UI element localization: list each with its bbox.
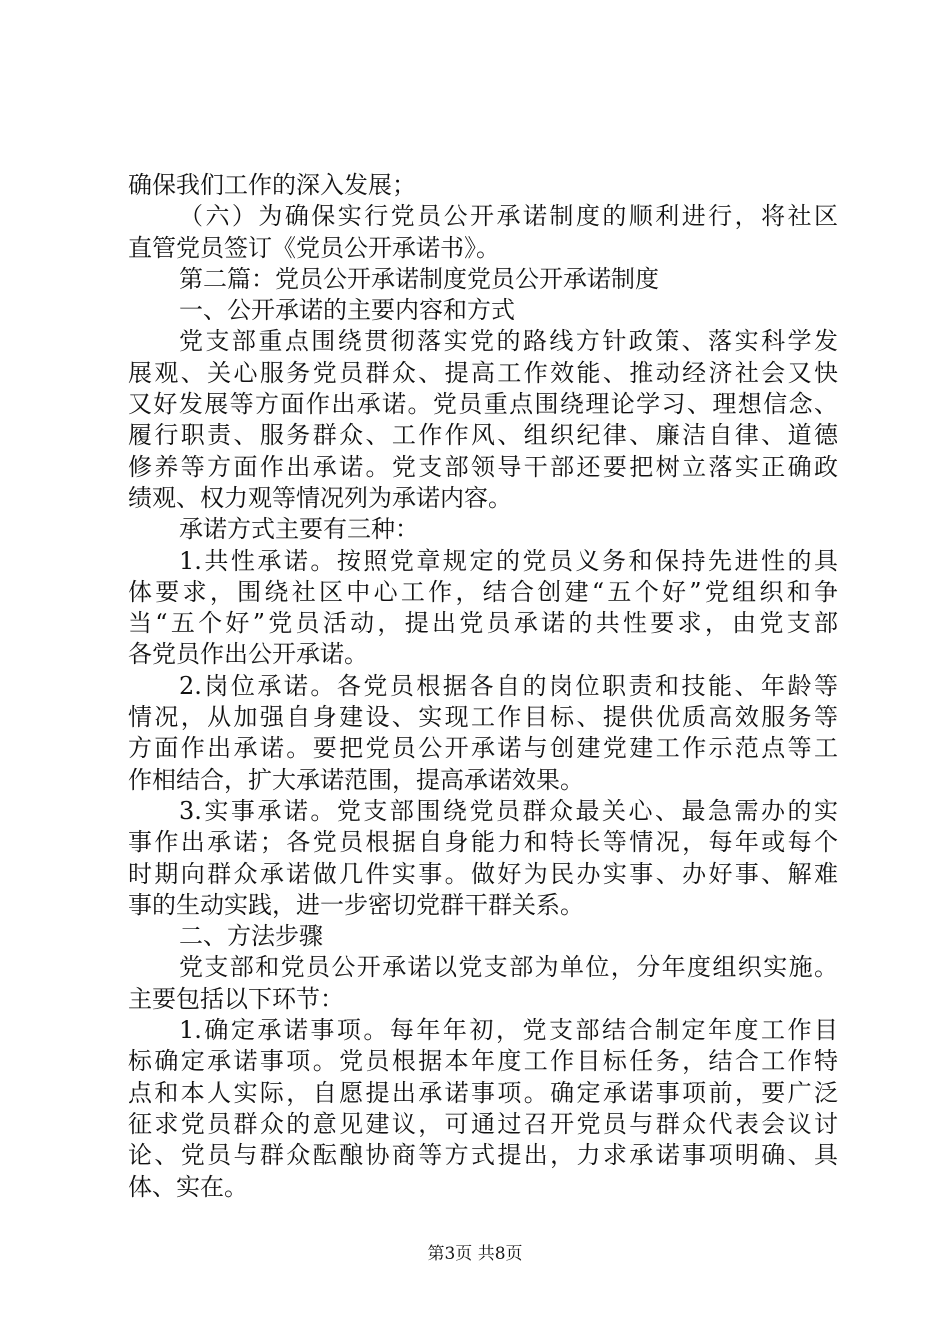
- text-line: 第二篇：党员公开承诺制度党员公开承诺制度: [179, 264, 659, 293]
- text-line: 3.实事承诺。党支部围绕党员群众最关心、最急需办的实: [179, 796, 838, 825]
- text-line: 2.岗位承诺。各党员根据各自的岗位职责和技能、年龄等: [179, 671, 838, 700]
- text-line: 时期向群众承诺做几件实事。做好为民办实事、办好事、解难: [128, 859, 838, 888]
- text-line: 修养等方面作出承诺。党支部领导干部还要把树立落实正确政: [128, 452, 838, 481]
- text-line: 各党员作出公开承诺。: [128, 640, 368, 669]
- text-line: 履行职责、服务群众、工作作风、组织纪律、廉洁自律、道德: [128, 421, 838, 450]
- text-line: 一、公开承诺的主要内容和方式: [179, 296, 515, 325]
- text-line: 体、实在。: [128, 1172, 248, 1201]
- text-line: 主要包括以下环节：: [128, 984, 344, 1013]
- text-line: 承诺方式主要有三种：: [179, 515, 419, 544]
- text-line: 事作出承诺；各党员根据自身能力和特长等情况，每年或每个: [128, 828, 838, 857]
- text-line: （六）为确保实行党员公开承诺制度的顺利进行，将社区: [179, 202, 838, 231]
- text-line: 论、党员与群众酝酿协商等方式提出，力求承诺事项明确、具: [128, 1141, 838, 1170]
- text-line: 党支部重点围绕贯彻落实党的路线方针政策、落实科学发: [179, 327, 838, 356]
- text-line: 体要求，围绕社区中心工作，结合创建“五个好”党组织和争: [128, 577, 838, 606]
- text-line: 展观、关心服务党员群众、提高工作效能、推动经济社会又快: [128, 358, 838, 387]
- text-line: 点和本人实际，自愿提出承诺事项。确定承诺事项前，要广泛: [128, 1078, 838, 1107]
- document-body: [128, 170, 838, 1203]
- text-line: 党支部和党员公开承诺以党支部为单位，分年度组织实施。: [179, 953, 838, 982]
- text-line: 征求党员群众的意见建议，可通过召开党员与群众代表会议讨: [128, 1109, 838, 1138]
- text-line: 事的生动实践，进一步密切党群干群关系。: [128, 890, 584, 919]
- text-line: 直管党员签订《党员公开承诺书》。: [128, 233, 500, 262]
- page-footer: 第3页 共8页: [427, 1244, 523, 1264]
- text-line: 绩观、权力观等情况列为承诺内容。: [128, 483, 512, 512]
- text-line: 当“五个好”党员活动，提出党员承诺的共性要求，由党支部: [128, 609, 838, 638]
- text-line: 1.确定承诺事项。每年年初，党支部结合制定年度工作目: [179, 1016, 838, 1045]
- text-line: 1.共性承诺。按照党章规定的党员义务和保持先进性的具: [179, 546, 838, 575]
- text-line: 标确定承诺事项。党员根据本年度工作目标任务，结合工作特: [128, 1047, 838, 1076]
- text-line: 作相结合，扩大承诺范围，提高承诺效果。: [128, 765, 584, 794]
- text-line: 确保我们工作的深入发展；: [128, 171, 416, 199]
- text-line: 二、方法步骤: [179, 922, 323, 951]
- text-line: 情况，从加强自身建设、实现工作目标、提供优质高效服务等: [128, 703, 838, 732]
- text-line: 又好发展等方面作出承诺。党员重点围绕理论学习、理想信念、: [128, 390, 838, 419]
- text-line: 方面作出承诺。要把党员公开承诺与创建党建工作示范点等工: [128, 734, 838, 763]
